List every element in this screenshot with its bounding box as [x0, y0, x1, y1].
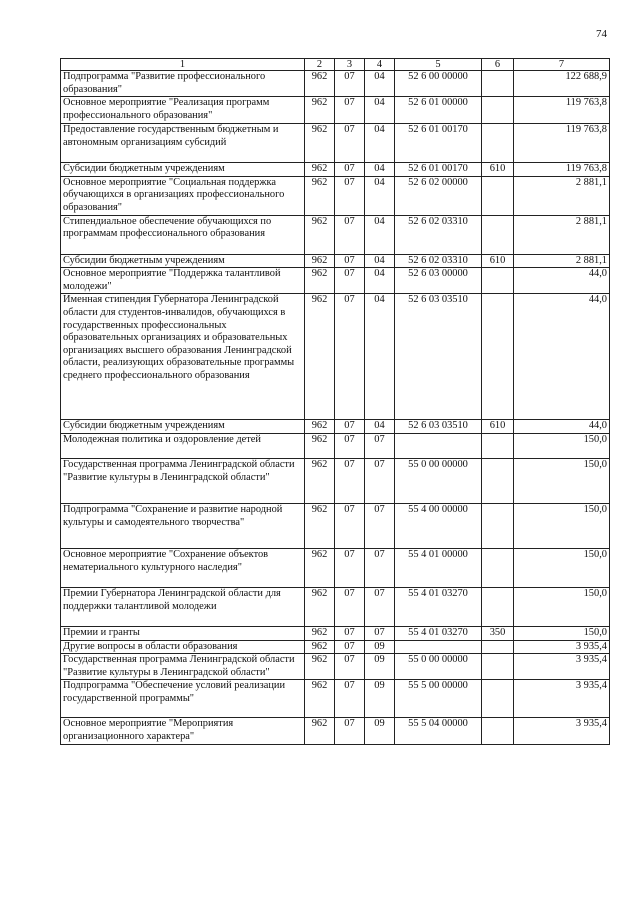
cell-grbs: 962 [305, 587, 335, 626]
cell-grbs: 962 [305, 420, 335, 434]
cell-csr: 52 6 01 00170 [395, 124, 482, 163]
cell-grbs: 962 [305, 294, 335, 420]
table-row [61, 71, 610, 97]
cell-vr [482, 97, 514, 124]
cell-grbs: 962 [305, 458, 335, 503]
cell-csr: 55 5 00 00000 [395, 680, 482, 718]
cell-rz: 07 [335, 718, 365, 744]
cell-vr: 350 [482, 626, 514, 640]
cell-sum: 2 881,1 [514, 215, 610, 254]
cell-grbs: 962 [305, 548, 335, 587]
table-row [61, 268, 610, 294]
cell-rz: 07 [335, 215, 365, 254]
cell-grbs: 962 [305, 176, 335, 215]
cell-rz: 07 [335, 254, 365, 268]
cell-pr: 07 [365, 433, 395, 458]
table-row [61, 420, 610, 434]
cell-pr: 07 [365, 503, 395, 548]
table-row [61, 254, 610, 268]
cell-rz: 07 [335, 124, 365, 163]
table-row [61, 503, 610, 548]
cell-vr [482, 503, 514, 548]
cell-pr: 09 [365, 718, 395, 744]
table-body [61, 71, 610, 745]
cell-rz: 07 [335, 626, 365, 640]
cell-csr: 52 6 01 00170 [395, 163, 482, 177]
cell-name: Государственная программа Ленинградской области "Развитие культуры в Ленинградской области" [61, 458, 305, 503]
cell-pr: 09 [365, 680, 395, 718]
cell-name: Основное мероприятие "Сохранение объектов нематериального культурного наследия" [61, 548, 305, 587]
cell-grbs: 962 [305, 215, 335, 254]
cell-sum: 3 935,4 [514, 680, 610, 718]
cell-vr [482, 587, 514, 626]
table-row [61, 548, 610, 587]
cell-pr: 04 [365, 254, 395, 268]
cell-pr: 04 [365, 163, 395, 177]
cell-name: Основное мероприятие "Социальная поддержка обучающихся в организациях профессионального образования" [61, 176, 305, 215]
cell-sum: 44,0 [514, 268, 610, 294]
cell-vr [482, 215, 514, 254]
cell-vr [482, 268, 514, 294]
cell-csr: 55 0 00 00000 [395, 458, 482, 503]
cell-csr [395, 433, 482, 458]
cell-rz: 07 [335, 587, 365, 626]
cell-name: Подпрограмма "Развитие профессионального образования" [61, 71, 305, 97]
table-row [61, 433, 610, 458]
cell-csr: 52 6 02 00000 [395, 176, 482, 215]
cell-rz: 07 [335, 294, 365, 420]
cell-sum: 44,0 [514, 294, 610, 420]
cell-name: Основное мероприятие "Мероприятия организационного характера" [61, 718, 305, 744]
cell-rz: 07 [335, 640, 365, 654]
cell-csr: 52 6 02 03310 [395, 215, 482, 254]
table-row [61, 97, 610, 124]
cell-sum: 3 935,4 [514, 640, 610, 654]
cell-rz: 07 [335, 420, 365, 434]
cell-csr: 52 6 03 03510 [395, 420, 482, 434]
cell-grbs: 962 [305, 503, 335, 548]
cell-pr: 04 [365, 268, 395, 294]
cell-vr [482, 548, 514, 587]
column-header: 4 [365, 59, 395, 71]
cell-grbs: 962 [305, 124, 335, 163]
cell-pr: 04 [365, 294, 395, 420]
cell-sum: 119 763,8 [514, 97, 610, 124]
cell-pr: 04 [365, 124, 395, 163]
cell-sum: 122 688,9 [514, 71, 610, 97]
column-header: 2 [305, 59, 335, 71]
cell-pr: 07 [365, 458, 395, 503]
cell-rz: 07 [335, 433, 365, 458]
column-header: 5 [395, 59, 482, 71]
cell-name: Основное мероприятие "Реализация программ профессионального образования" [61, 97, 305, 124]
table-row [61, 680, 610, 718]
cell-name: Предоставление государственным бюджетным и автономным организациям субсидий [61, 124, 305, 163]
page-number: 74 [596, 28, 607, 40]
cell-sum: 3 935,4 [514, 718, 610, 744]
cell-pr: 04 [365, 71, 395, 97]
header-row [61, 59, 610, 71]
cell-name: Субсидии бюджетным учреждениям [61, 254, 305, 268]
cell-rz: 07 [335, 71, 365, 97]
cell-csr: 52 6 03 03510 [395, 294, 482, 420]
cell-name: Субсидии бюджетным учреждениям [61, 420, 305, 434]
cell-csr: 55 0 00 00000 [395, 654, 482, 680]
cell-vr [482, 71, 514, 97]
cell-csr: 55 4 01 03270 [395, 626, 482, 640]
cell-rz: 07 [335, 176, 365, 215]
cell-grbs: 962 [305, 680, 335, 718]
cell-grbs: 962 [305, 433, 335, 458]
table-row [61, 124, 610, 163]
cell-csr: 52 6 00 00000 [395, 71, 482, 97]
cell-vr: 610 [482, 254, 514, 268]
cell-pr: 04 [365, 176, 395, 215]
cell-grbs: 962 [305, 626, 335, 640]
cell-rz: 07 [335, 503, 365, 548]
cell-vr: 610 [482, 420, 514, 434]
cell-pr: 04 [365, 215, 395, 254]
cell-name: Премии и гранты [61, 626, 305, 640]
cell-sum: 119 763,8 [514, 124, 610, 163]
cell-csr: 55 4 00 00000 [395, 503, 482, 548]
cell-grbs: 962 [305, 268, 335, 294]
table-row [61, 640, 610, 654]
cell-vr [482, 654, 514, 680]
cell-grbs: 962 [305, 97, 335, 124]
cell-pr: 09 [365, 640, 395, 654]
cell-sum: 3 935,4 [514, 654, 610, 680]
cell-rz: 07 [335, 654, 365, 680]
cell-grbs: 962 [305, 654, 335, 680]
cell-csr: 55 5 04 00000 [395, 718, 482, 744]
cell-vr [482, 176, 514, 215]
cell-name: Другие вопросы в области образования [61, 640, 305, 654]
table-row [61, 215, 610, 254]
cell-vr [482, 124, 514, 163]
cell-grbs: 962 [305, 718, 335, 744]
table-row [61, 626, 610, 640]
cell-name: Подпрограмма "Обеспечение условий реализации государственной программы" [61, 680, 305, 718]
cell-rz: 07 [335, 163, 365, 177]
column-header: 7 [514, 59, 610, 71]
cell-name: Стипендиальное обеспечение обучающихся по программам профессионального образования [61, 215, 305, 254]
cell-rz: 07 [335, 458, 365, 503]
cell-name: Государственная программа Ленинградской области "Развитие культуры в Ленинградской области" [61, 654, 305, 680]
cell-grbs: 962 [305, 71, 335, 97]
cell-sum: 44,0 [514, 420, 610, 434]
cell-vr: 610 [482, 163, 514, 177]
cell-rz: 07 [335, 97, 365, 124]
cell-rz: 07 [335, 268, 365, 294]
cell-csr: 55 4 01 00000 [395, 548, 482, 587]
cell-rz: 07 [335, 548, 365, 587]
cell-name: Субсидии бюджетным учреждениям [61, 163, 305, 177]
cell-csr: 55 4 01 03270 [395, 587, 482, 626]
cell-grbs: 962 [305, 254, 335, 268]
budget-table [60, 58, 610, 745]
column-header: 6 [482, 59, 514, 71]
cell-sum: 2 881,1 [514, 254, 610, 268]
cell-vr [482, 718, 514, 744]
cell-name: Молодежная политика и оздоровление детей [61, 433, 305, 458]
table-row [61, 458, 610, 503]
cell-vr [482, 294, 514, 420]
cell-csr: 52 6 01 00000 [395, 97, 482, 124]
cell-sum: 150,0 [514, 503, 610, 548]
cell-name: Премии Губернатора Ленинградской области для поддержки талантливой молодежи [61, 587, 305, 626]
table-row [61, 587, 610, 626]
cell-pr: 07 [365, 548, 395, 587]
cell-vr [482, 640, 514, 654]
cell-sum: 150,0 [514, 587, 610, 626]
cell-pr: 04 [365, 420, 395, 434]
cell-rz: 07 [335, 680, 365, 718]
cell-grbs: 962 [305, 640, 335, 654]
cell-sum: 150,0 [514, 458, 610, 503]
cell-name: Именная стипендия Губернатора Ленинградской области для студентов-инвалидов, обучающихся в государственных профессиональных образовательных организациях и образовательных организациях высшего образования Ленинградской области, реализующих образовательные программы среднего профессионального образования [61, 294, 305, 420]
cell-csr: 52 6 03 00000 [395, 268, 482, 294]
cell-pr: 07 [365, 587, 395, 626]
cell-sum: 150,0 [514, 548, 610, 587]
table-row [61, 294, 610, 420]
cell-sum: 150,0 [514, 433, 610, 458]
cell-csr [395, 640, 482, 654]
cell-vr [482, 458, 514, 503]
cell-name: Подпрограмма "Сохранение и развитие народной культуры и самодеятельного творчества" [61, 503, 305, 548]
cell-vr [482, 680, 514, 718]
cell-sum: 119 763,8 [514, 163, 610, 177]
cell-vr [482, 433, 514, 458]
cell-pr: 04 [365, 97, 395, 124]
table-row [61, 654, 610, 680]
cell-grbs: 962 [305, 163, 335, 177]
cell-pr: 09 [365, 654, 395, 680]
table-row [61, 718, 610, 744]
cell-csr: 52 6 02 03310 [395, 254, 482, 268]
column-header: 3 [335, 59, 365, 71]
cell-sum: 150,0 [514, 626, 610, 640]
cell-name: Основное мероприятие "Поддержка талантливой молодежи" [61, 268, 305, 294]
table-row [61, 163, 610, 177]
cell-pr: 07 [365, 626, 395, 640]
table-row [61, 176, 610, 215]
column-header: 1 [61, 59, 305, 71]
cell-sum: 2 881,1 [514, 176, 610, 215]
